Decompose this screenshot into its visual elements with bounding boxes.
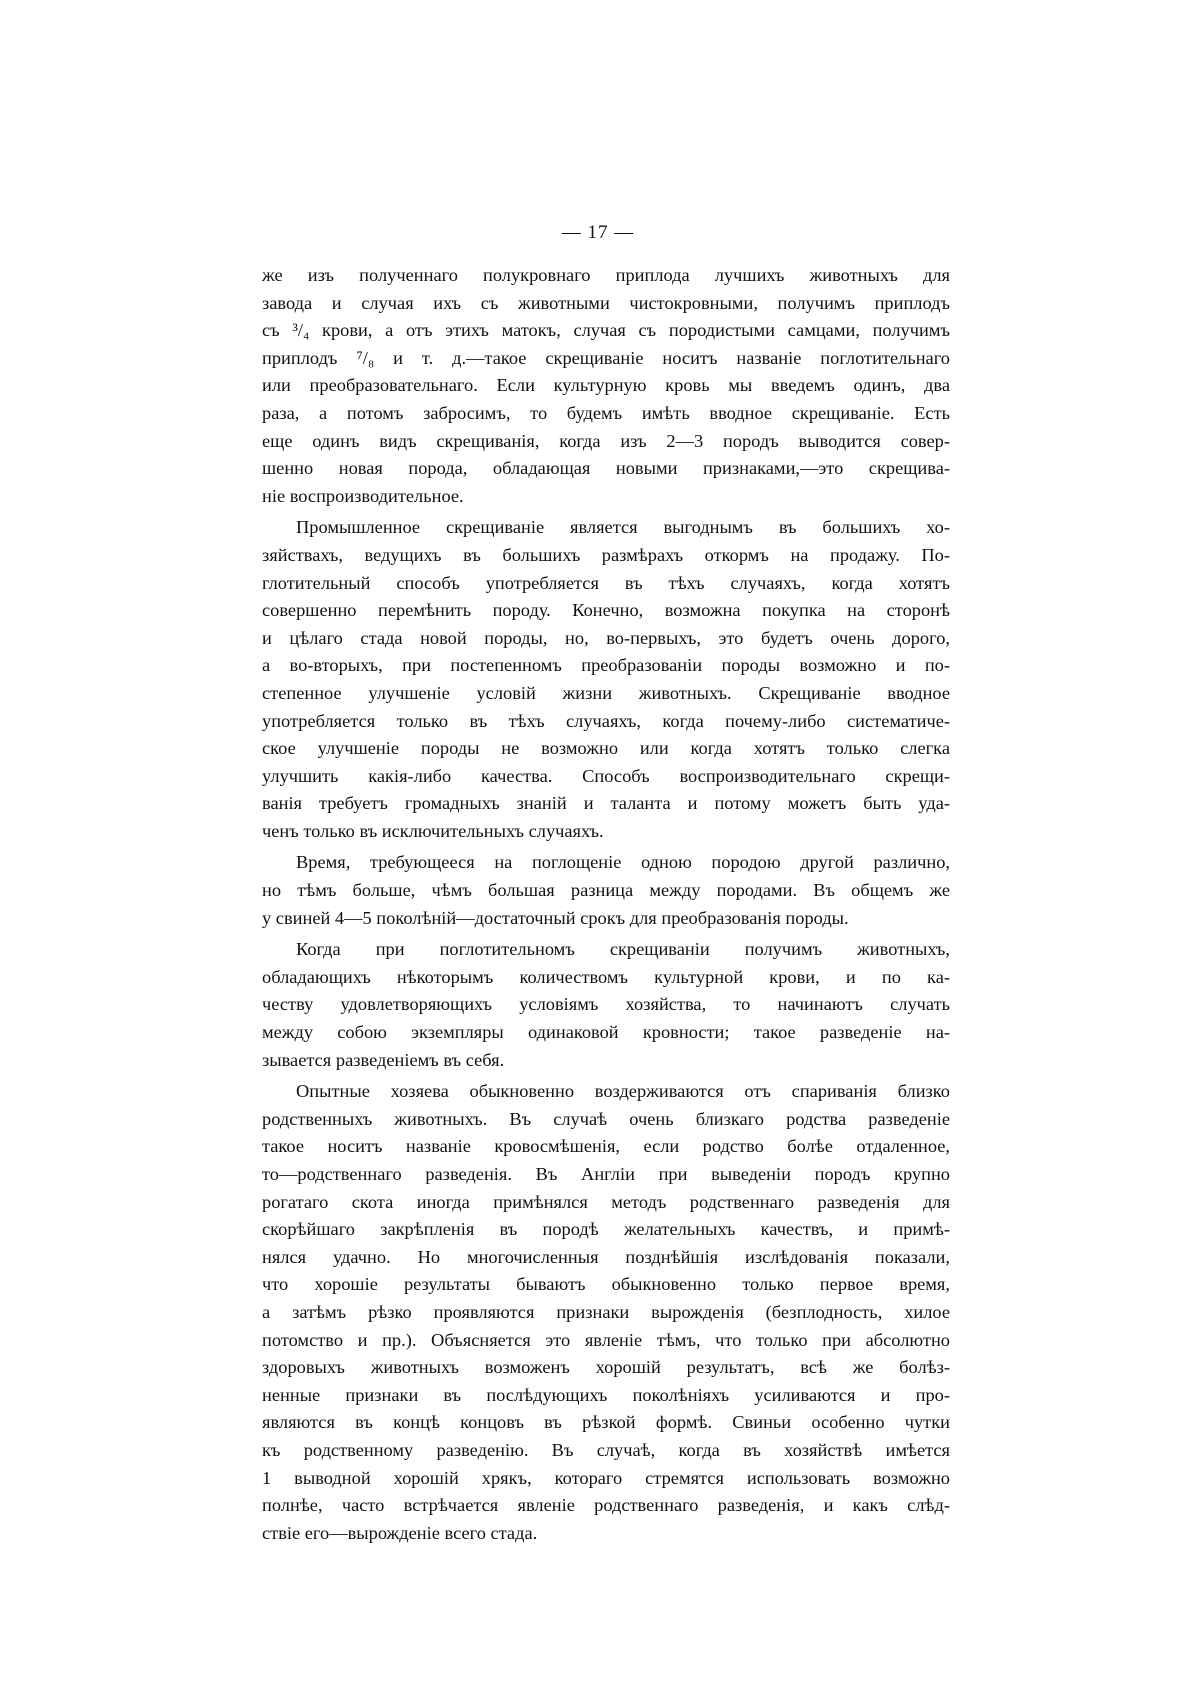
text-line: ченъ только въ исключительныхъ случаяхъ. (262, 820, 604, 841)
text-line: зяйствахъ, ведущихъ въ большихъ размѣрахъ откормъ на продажу. По- (262, 544, 950, 565)
text-line: полнѣе, часто встрѣчается явленіе родственнаго разведенія, и какъ слѣд- (262, 1495, 950, 1516)
text-line: улучшить какія-либо качества. Способъ воспроизводительнаго скрещи- (262, 765, 950, 786)
text-line: рогатаго скота иногда примѣнялся методъ родственнаго разведенія для (262, 1191, 950, 1212)
text-line: шенно новая порода, обладающая новыми признаками,—это скрещива- (262, 458, 950, 479)
text-line: степенное улучшеніе условій жизни животныхъ. Скрещиваніе вводное (262, 682, 950, 703)
text-line: съ ³/₄ крови, а отъ этихъ матокъ, случая съ породистыми самцами, получимъ (262, 320, 950, 341)
text-line: между собою экземпляры одинаковой кровности; такое разведеніе на- (262, 1022, 950, 1043)
text-line: еще одинъ видъ скрещиванія, когда изъ 2—3 породъ выводится совер- (262, 430, 950, 451)
text-line: но тѣмъ больше, чѣмъ большая разница между породами. Въ общемъ же (262, 880, 950, 901)
body-text (262, 262, 950, 1547)
text-line: 1 выводной хорошій хрякъ, котораго стремятся использовать возможно (262, 1467, 950, 1488)
text-line: что хорошіе результаты бываютъ обыкновенно только первое время, (262, 1274, 950, 1295)
paragraph (262, 849, 950, 932)
text-line: нялся удачно. Но многочисленныя позднѣйшія изслѣдованія показали, (262, 1246, 950, 1267)
text-line: а затѣмъ рѣзко проявляются признаки вырожденія (безплодность, хилое (262, 1301, 950, 1322)
text-line: скорѣйшаго закрѣпленія въ породѣ желательныхъ качествъ, и примѣ- (262, 1219, 950, 1240)
text-line: же изъ полученнаго полукровнаго приплода лучшихъ животныхъ для (262, 265, 950, 285)
text-line: здоровыхъ животныхъ возможенъ хорошій результатъ, всѣ же болѣз- (262, 1357, 950, 1378)
text-line: раза, а потомъ забросимъ, то будемъ имѣть вводное скрещиваніе. Есть (262, 402, 950, 423)
text-line: Время, требующееся на поглощеніе одною породою другой различно, (296, 852, 950, 873)
text-line: ствіе его—вырожденіе всего стада. (262, 1522, 538, 1543)
text-line: совершенно перемѣнить породу. Конечно, возможна покупка на сторонѣ (262, 600, 950, 621)
text-line: и цѣлаго стада новой породы, но, во-первыхъ, это будетъ очень дорого, (262, 627, 950, 648)
page-number: — 17 — (561, 222, 635, 243)
paragraph (262, 1078, 950, 1547)
text-line: ненные признаки въ послѣдующихъ поколѣніяхъ усиливаются и про- (262, 1384, 950, 1405)
text-line: ніе воспроизводительное. (262, 485, 464, 506)
text-line: зывается разведеніемъ въ себя. (262, 1049, 505, 1070)
text-line: честву удовлетворяющихъ условіямъ хозяйства, то начинаютъ случать (262, 994, 950, 1015)
text-line: такое носитъ названіе кровосмѣшенія, если родство болѣе отдаленное, (262, 1136, 950, 1157)
text-line: обладающихъ нѣкоторымъ количествомъ культурной крови, и по ка- (262, 966, 950, 987)
text-line: къ родственному разведенію. Въ случаѣ, когда въ хозяйствѣ имѣется (262, 1439, 950, 1460)
text-line: ское улучшеніе породы не возможно или когда хотятъ только слегка (262, 738, 950, 759)
text-line: являются въ концѣ концовъ въ рѣзкой формѣ. Свиньи особенно чутки (262, 1412, 950, 1433)
text-line: употребляется только въ тѣхъ случаяхъ, когда почему-либо систематиче- (262, 710, 950, 731)
text-line: потомство и пр.). Объясняется это явленіе тѣмъ, что только при абсолютно (262, 1329, 950, 1350)
text-line: завода и случая ихъ съ животными чистокровными, получимъ приплодъ (262, 292, 950, 313)
text-line: или преобразовательнаго. Если культурную кровь мы введемъ одинъ, два (262, 375, 950, 396)
text-line: то—родственнаго разведенія. Въ Англіи при выведеніи породъ крупно (262, 1164, 950, 1184)
paragraph (262, 514, 950, 845)
paragraph (262, 936, 950, 1074)
text-line: у свиней 4—5 поколѣній—достаточный срокъ для преобразованія породы. (262, 907, 849, 928)
text-line: глотительный способъ употребляется въ тѣхъ случаяхъ, когда хотятъ (262, 572, 950, 593)
text-line: Когда при поглотительномъ скрещиваніи получимъ животныхъ, (296, 939, 950, 960)
text-line: а во-вторыхъ, при постепенномъ преобразованіи породы возможно и по- (262, 655, 950, 676)
text-line: Промышленное скрещиваніе является выгоднымъ въ большихъ хо- (296, 517, 950, 538)
text-line: приплодъ ⁷/₈ и т. д.—такое скрещиваніе носитъ названіе поглотительнаго (262, 347, 950, 368)
paragraph (262, 262, 950, 510)
text-line: Опытные хозяева обыкновенно воздерживаются отъ спариванія близко (296, 1081, 950, 1102)
text-line: родственныхъ животныхъ. Въ случаѣ очень близкаго родства разведеніе (262, 1108, 950, 1129)
text-line: ванія требуетъ громадныхъ знаній и таланта и потому можетъ быть уда- (262, 793, 950, 814)
